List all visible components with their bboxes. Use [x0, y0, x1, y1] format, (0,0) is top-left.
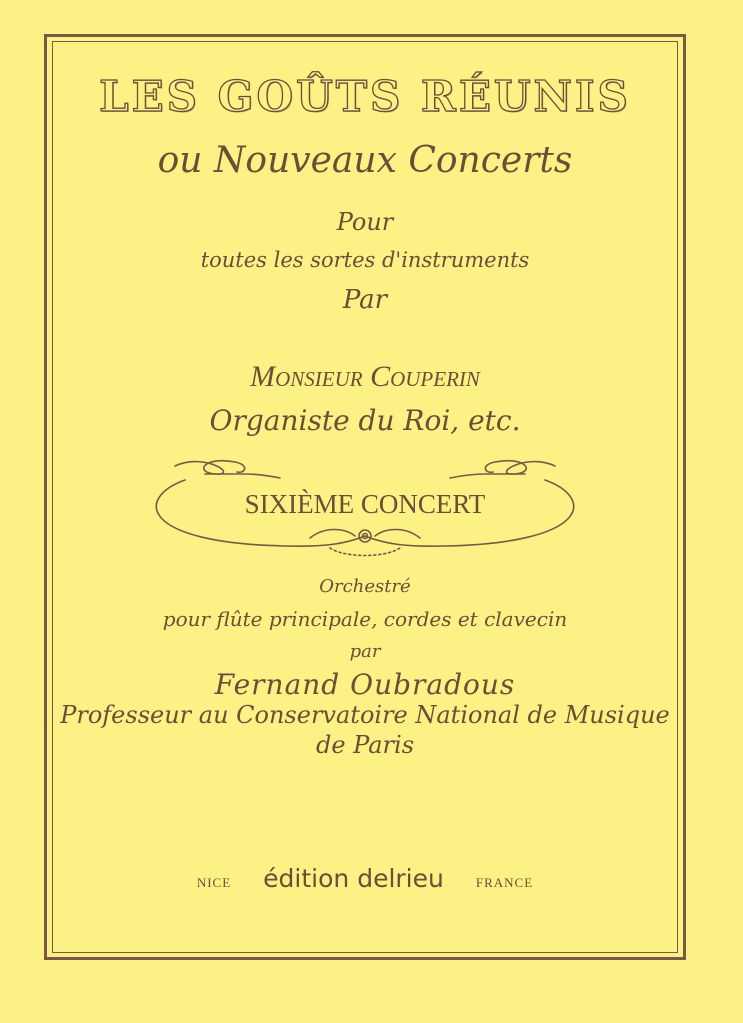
instruments-line: toutes les sortes d'instruments: [200, 248, 530, 272]
composer-title: Organiste du Roi, etc.: [209, 404, 521, 437]
composer-name: Monsieur Couperin: [250, 360, 480, 393]
work-title: LES GOÛTS RÉUNIS: [99, 72, 631, 121]
orchestration-line: Orchestré: [319, 576, 411, 597]
par-line: Par: [342, 285, 388, 315]
publisher-city-left: NICE: [196, 875, 232, 890]
publisher-name: édition delrieu: [263, 864, 444, 893]
publisher-line: [52, 864, 678, 893]
arranger-title: Professeur au Conservatoire National de Musique: [60, 701, 670, 729]
instrumentation-line: pour flûte principale, cordes et clavecin: [162, 607, 568, 631]
arranger-city: de Paris: [315, 731, 415, 759]
par-line-2: par: [349, 641, 381, 662]
concert-number: SIXIÈME CONCERT: [244, 489, 486, 519]
work-subtitle: ou Nouveaux Concerts: [157, 140, 573, 181]
arranger-name: Fernand Oubradous: [214, 668, 516, 701]
pour-line: Pour: [336, 208, 394, 236]
publisher-country: FRANCE: [475, 875, 534, 890]
